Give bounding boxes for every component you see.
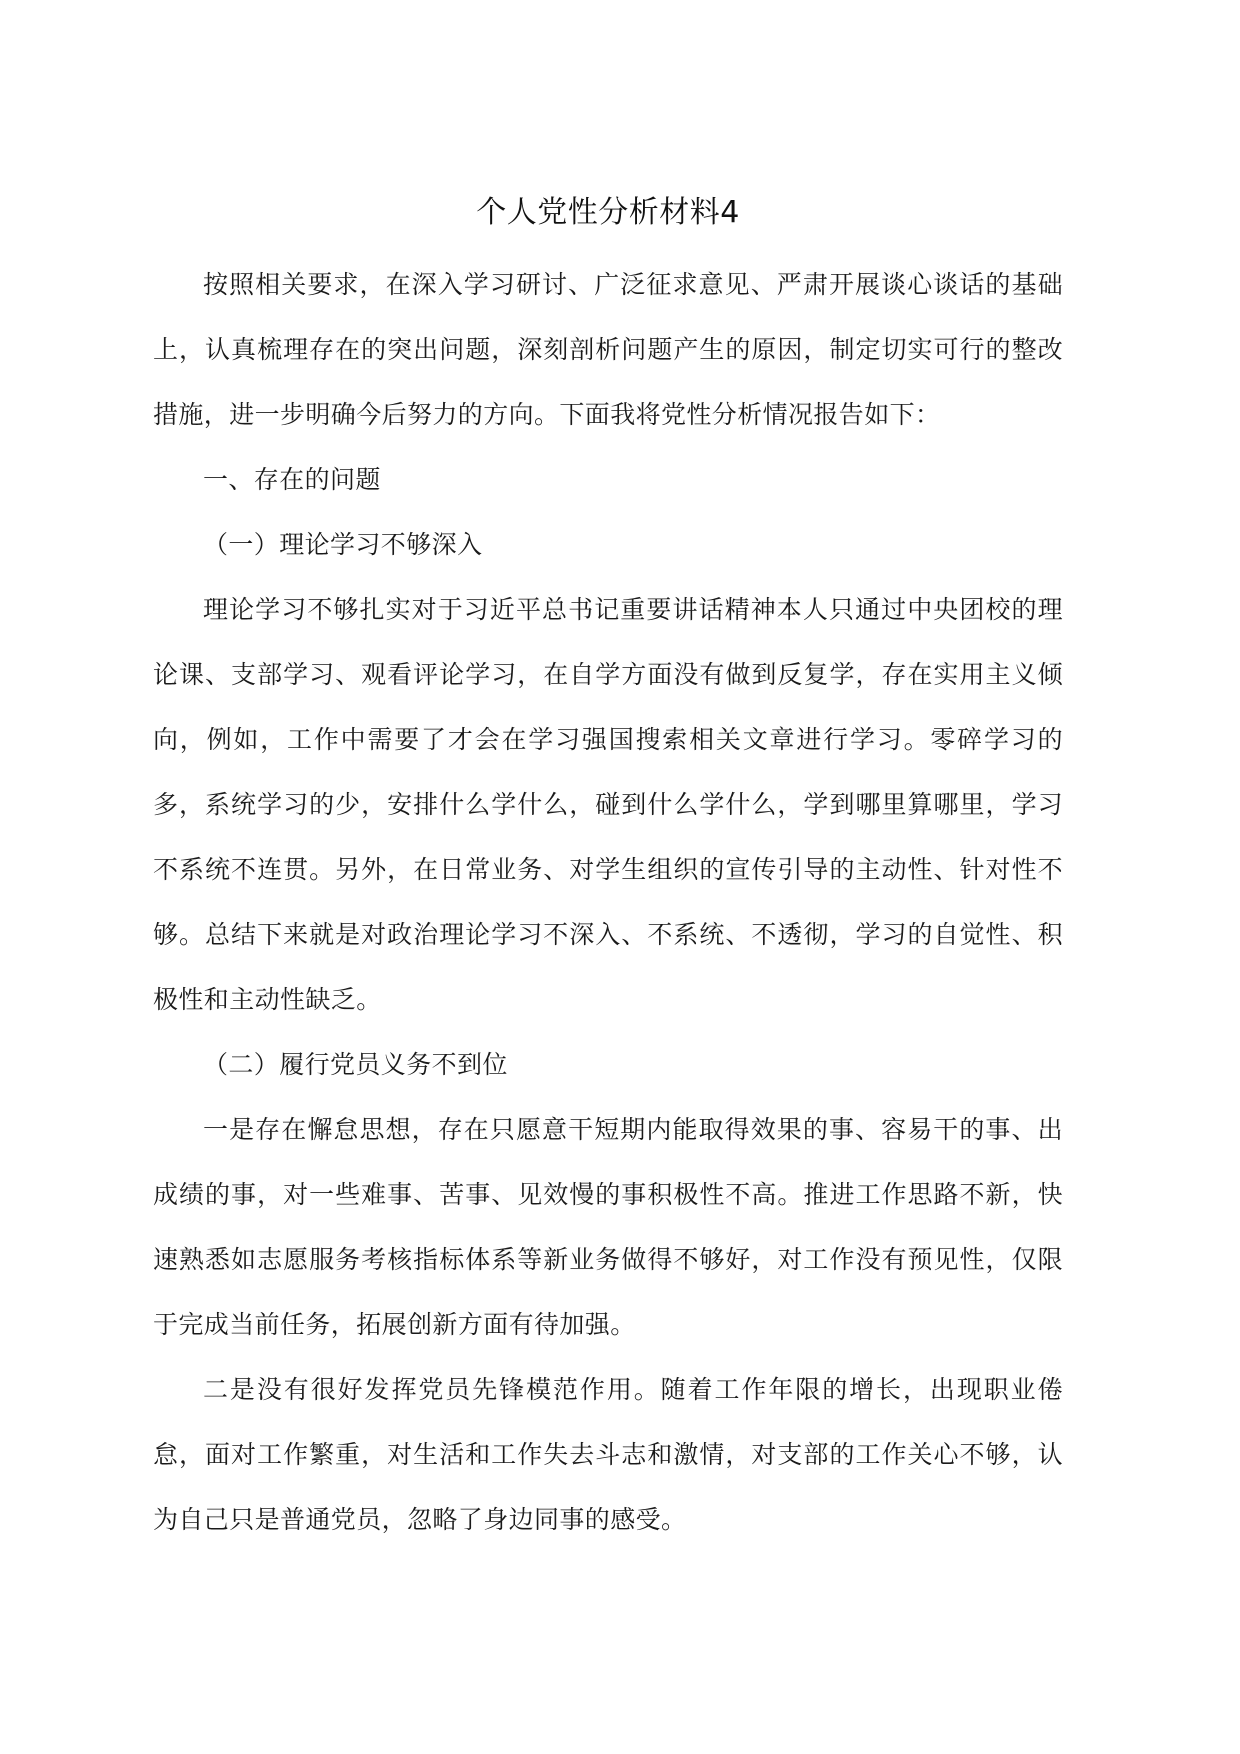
paragraph-vanguard-role: 二是没有很好发挥党员先锋模范作用。随着工作年限的增长，出现职业倦怠，面对工作繁重，对生活和工作失去斗志和激情，对支部的工作关心不够，认为自己只是普通党员，忽略了身边同事的感受。 bbox=[153, 1375, 1063, 1534]
subheading-theory-study: （一）理论学习不够深入 bbox=[203, 530, 483, 559]
subheading-party-duties: （二）履行党员义务不到位 bbox=[203, 1050, 508, 1079]
paragraph-theory-study: 理论学习不够扎实对于习近平总书记重要讲话精神本人只通过中央团校的理论课、支部学习、观看评论学习，在自学方面没有做到反复学，存在实用主义倾向，例如，工作中需要了才会在学习强国搜索相关文章进行学习。零碎学习的多，系统学习的少，安排什么学什么，碰到什么学什么，学到哪里算哪里，学习不系统不连贯。另外，在日常业务、对学生组织的宣传引导的主动性、针对性不够。总结下来就是对政治理论学习不深入、不系统、不透彻，学习的自觉性、积极性和主动性缺乏。 bbox=[153, 595, 1063, 1014]
document-title: 个人党性分析材料4 bbox=[476, 195, 740, 230]
document-page bbox=[153, 188, 1063, 1552]
intro-paragraph: 按照相关要求，在深入学习研讨、广泛征求意见、严肃开展谈心谈话的基础上，认真梳理存在的突出问题，深刻剖析问题产生的原因，制定切实可行的整改措施，进一步明确今后努力的方向。下面我将党性分析情况报告如下： bbox=[153, 270, 1063, 429]
section-heading-problems: 一、存在的问题 bbox=[203, 465, 381, 494]
paragraph-slack-thinking: 一是存在懈怠思想，存在只愿意干短期内能取得效果的事、容易干的事、出成绩的事，对一些难事、苦事、见效慢的事积极性不高。推进工作思路不新，快速熟悉如志愿服务考核指标体系等新业务做得不够好，对工作没有预见性，仅限于完成当前任务，拓展创新方面有待加强。 bbox=[153, 1115, 1063, 1339]
